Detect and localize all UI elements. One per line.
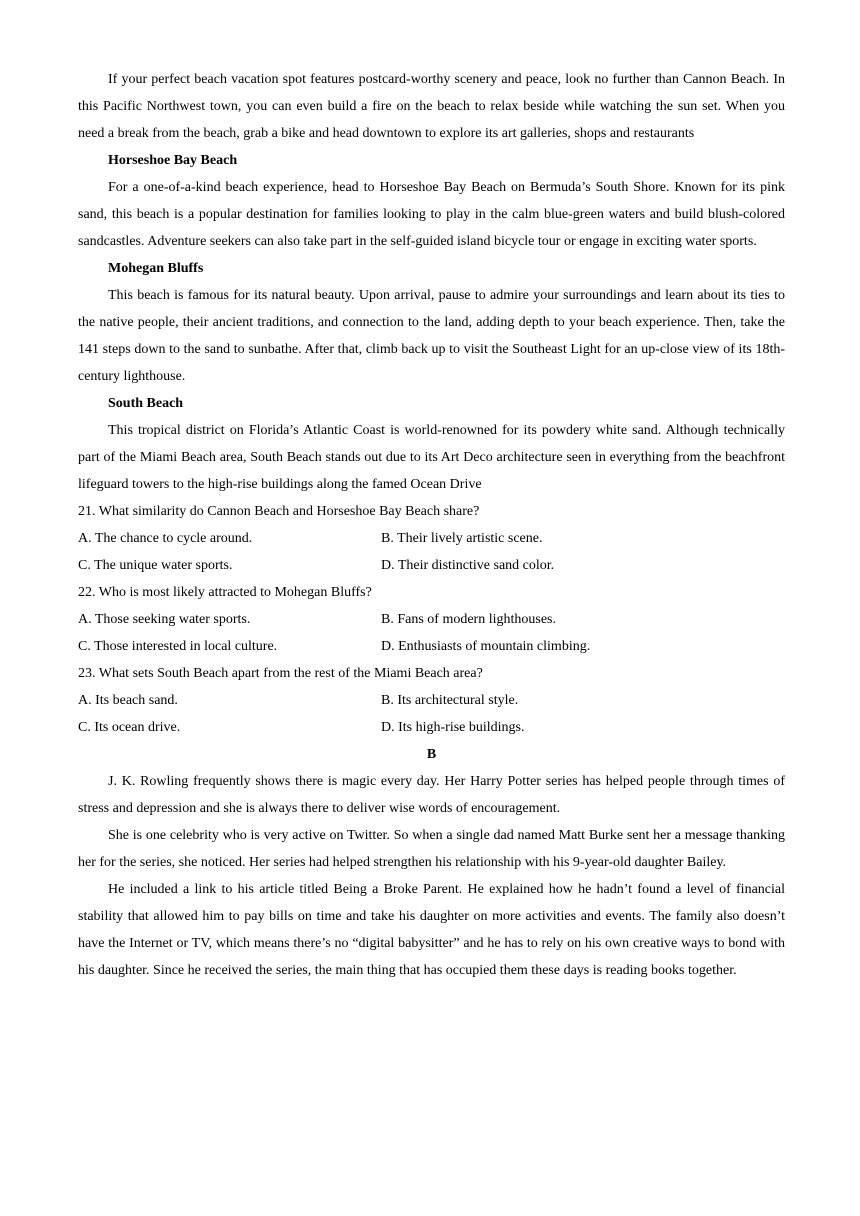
passage-b-label: B	[426, 747, 437, 762]
passage-b-paragraph: He included a link to his article titled Being a Broke Parent. He explained how he hadn’t found a level of financial stability that allowed him to pay bills on time and take his daughter on more activities and events. The family also doesn’t have the Internet or TV, which means there’s no “digital babysitter” and he has to rely on his own creative ways to bond with his daughter. Since he received the series, the main thing that has occupied them these days is reading books together.	[78, 882, 785, 978]
option-d: D. Its high-rise buildings.	[381, 720, 525, 735]
question-21	[78, 498, 785, 579]
document-page	[78, 66, 785, 984]
section-text-south-beach: This tropical district on Florida’s Atlantic Coast is world-renowned for its powdery white sand. Although technically part of the Miami Beach area, South Beach stands out due to its Art Deco architecture seen in everything from the beachfront lifeguard towers to the high-rise buildings along the famed Ocean Drive	[78, 423, 785, 492]
passage-b-paragraph: J. K. Rowling frequently shows there is magic every day. Her Harry Potter series has helped people through times of stress and depression and she is always there to deliver wise words of encouragement.	[78, 774, 785, 816]
question-22	[78, 579, 785, 660]
option-a: A. The chance to cycle around.	[78, 531, 253, 546]
section-text-mohegan-bluffs: This beach is famous for its natural beauty. Upon arrival, pause to admire your surroundings and learn about its ties to the native people, their ancient traditions, and connection to the land, adding depth to your beach experience. Then, take the 141 steps down to the sand to sunbathe. After that, climb back up to visit the Southeast Light for an up-close view of its 18th-century lighthouse.	[78, 288, 785, 384]
section-text-horseshoe-bay: For a one-of-a-kind beach experience, head to Horseshoe Bay Beach on Bermuda’s South Shore. Known for its pink sand, this beach is a popular destination for families looking to play in the calm blue-green waters and build blush-colored sandcastles. Adventure seekers can also take part in the self-guided island bicycle tour or engage in exciting water sports.	[78, 180, 785, 249]
option-b: B. Fans of modern lighthouses.	[381, 612, 556, 627]
option-a: A. Those seeking water sports.	[78, 612, 251, 627]
question-stem: 21. What similarity do Cannon Beach and Horseshoe Bay Beach share?	[78, 504, 480, 519]
question-stem: 22. Who is most likely attracted to Mohegan Bluffs?	[78, 585, 372, 600]
question-stem: 23. What sets South Beach apart from the rest of the Miami Beach area?	[78, 666, 483, 681]
option-c: C. Its ocean drive.	[78, 720, 181, 735]
section-heading-mohegan-bluffs: Mohegan Bluffs	[108, 261, 204, 276]
option-a: A. Its beach sand.	[78, 693, 178, 708]
passage-b-paragraph: She is one celebrity who is very active on Twitter. So when a single dad named Matt Burke sent her a message thanking her for the series, she noticed. Her series had helped strengthen his relationship with his 9-year-old daughter Bailey.	[78, 828, 785, 870]
passage-a-intro: If your perfect beach vacation spot features postcard-worthy scenery and peace, look no further than Cannon Beach. In this Pacific Northwest town, you can even build a fire on the beach to relax beside while watching the sun set. When you need a break from the beach, grab a bike and head downtown to explore its art galleries, shops and restaurants	[78, 72, 785, 141]
option-b: B. Their lively artistic scene.	[381, 531, 543, 546]
option-c: C. Those interested in local culture.	[78, 639, 278, 654]
option-b: B. Its architectural style.	[381, 693, 519, 708]
section-heading-horseshoe-bay: Horseshoe Bay Beach	[108, 153, 238, 168]
question-23	[78, 660, 785, 741]
section-heading-south-beach: South Beach	[108, 396, 184, 411]
option-d: D. Enthusiasts of mountain climbing.	[381, 639, 591, 654]
option-c: C. The unique water sports.	[78, 558, 233, 573]
option-d: D. Their distinctive sand color.	[381, 558, 555, 573]
